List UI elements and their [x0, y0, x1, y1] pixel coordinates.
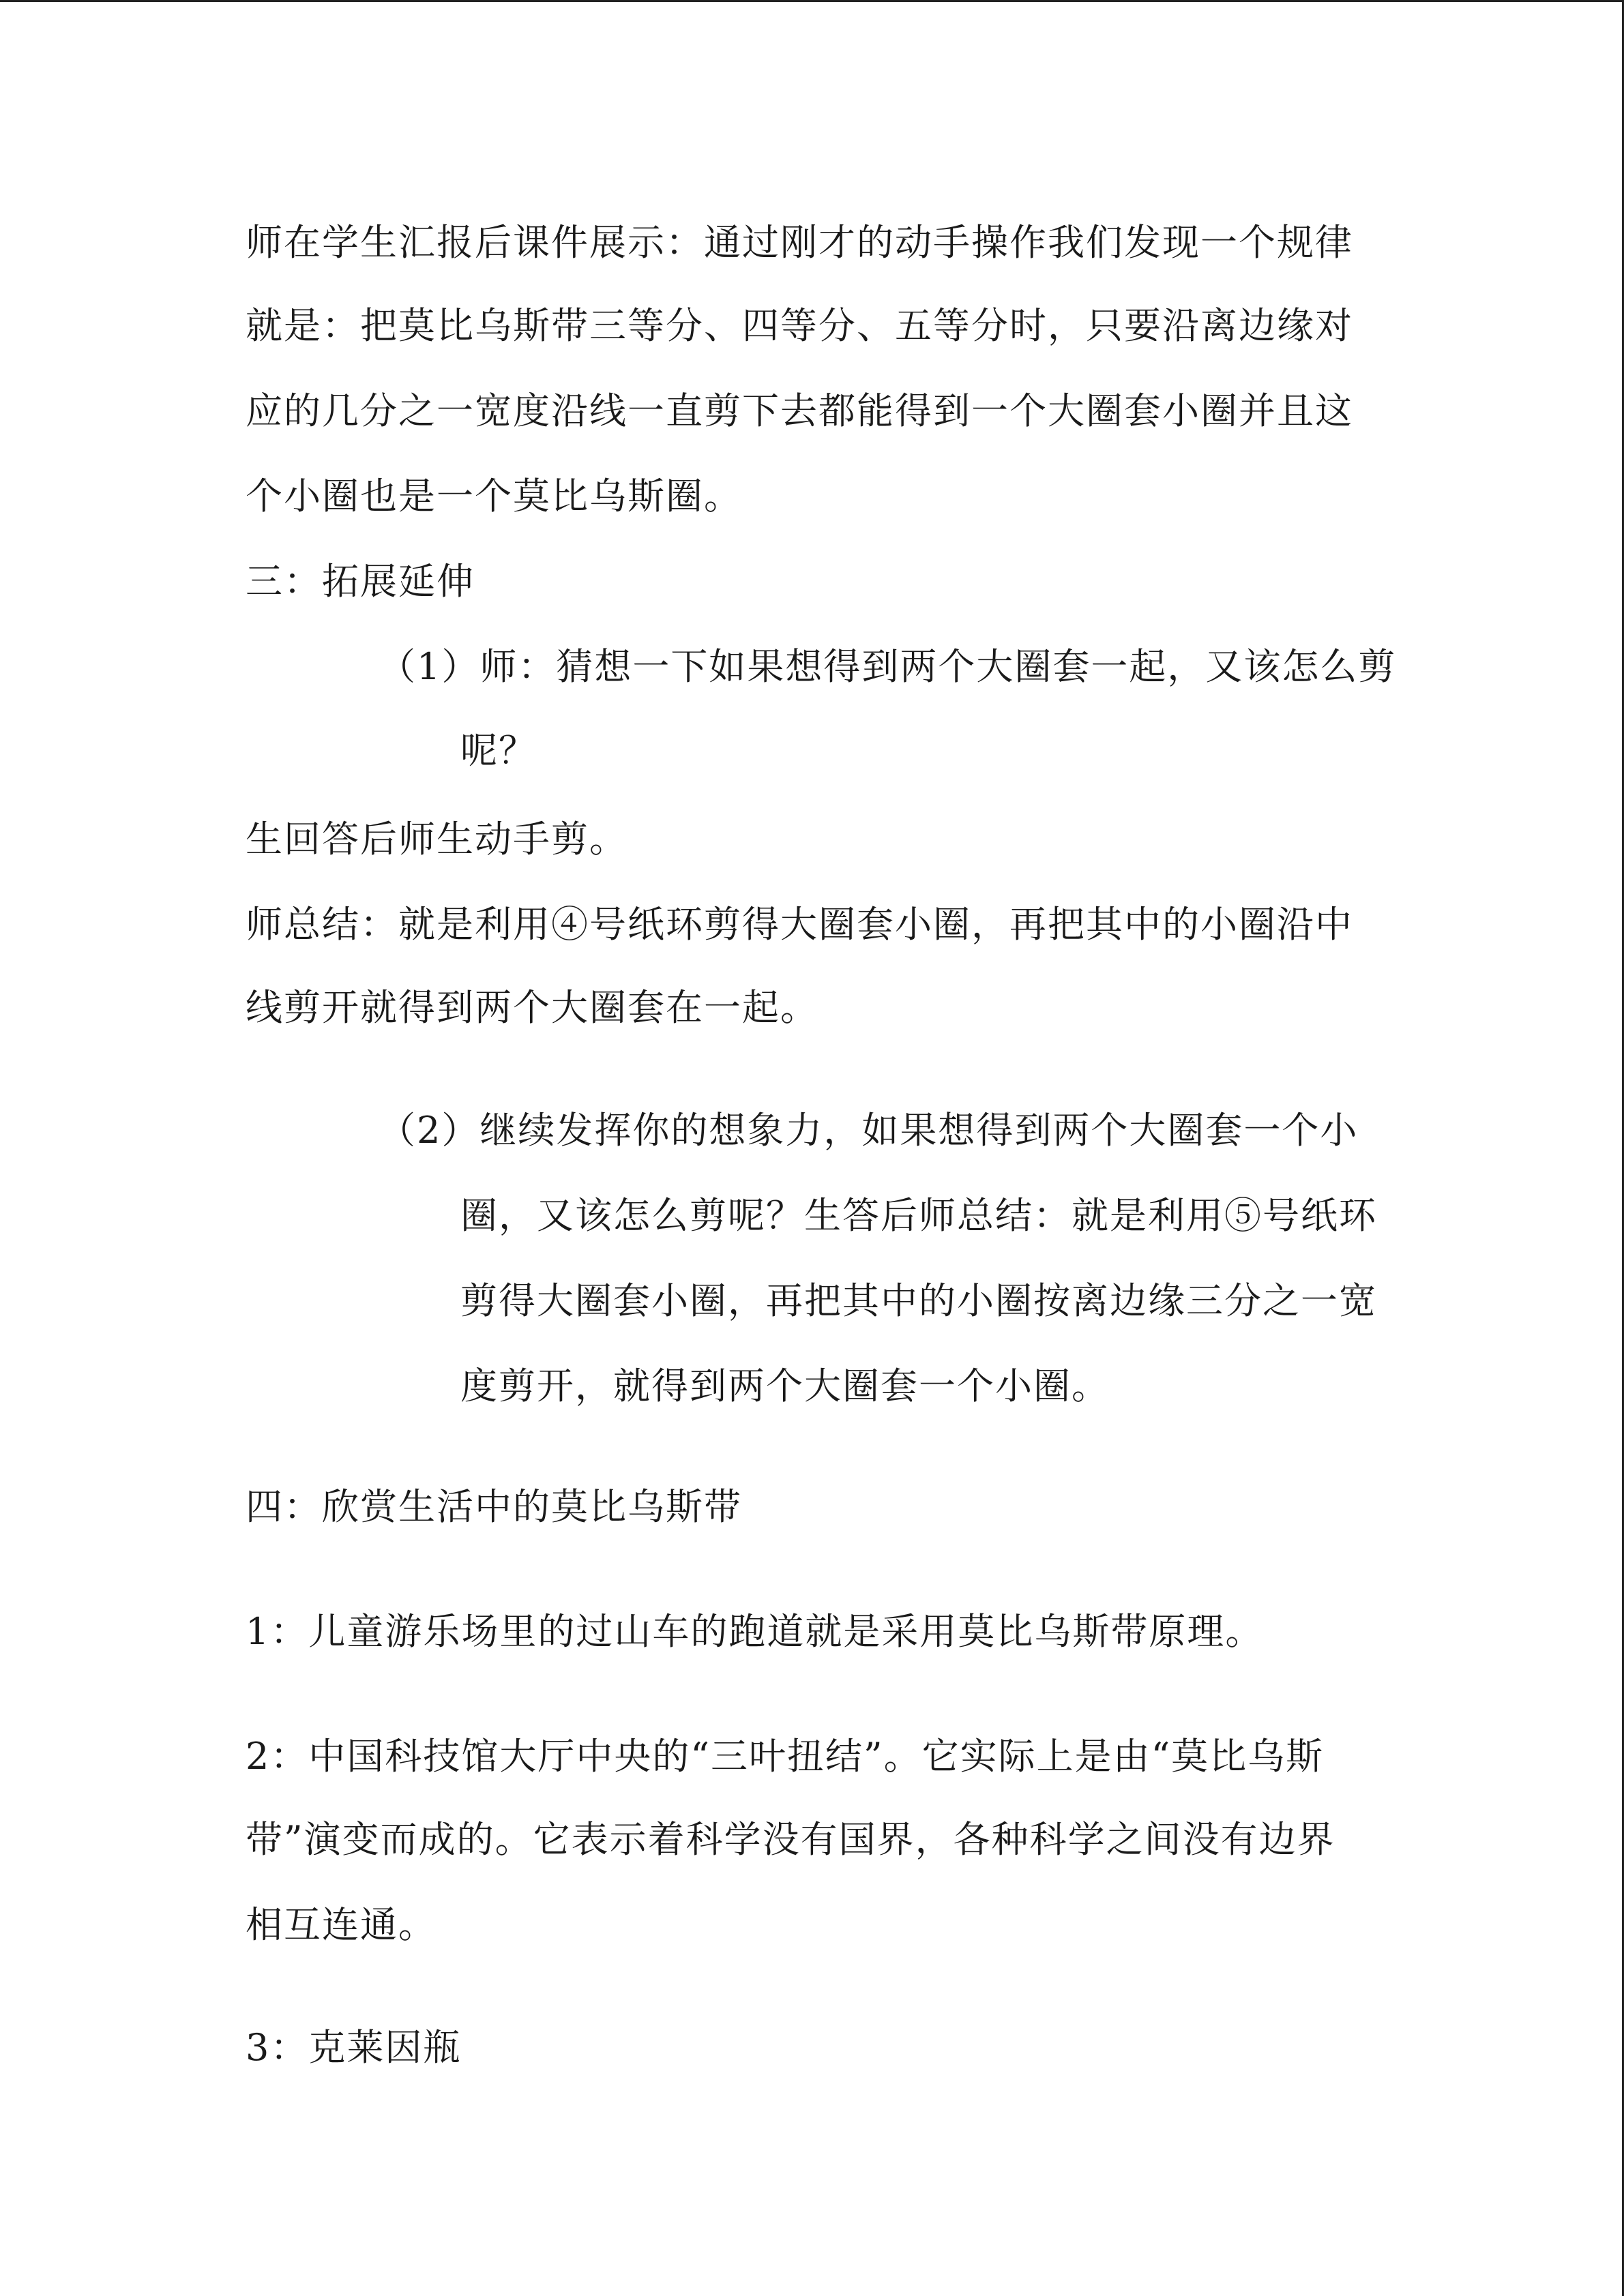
example-3: 3：克莱因瓶	[246, 2026, 462, 2069]
section-heading-3: 三：拓展延伸	[246, 560, 475, 603]
example-2-line-2: 带”演变而成的。它表示着科学没有国界，各种科学之间没有边界	[246, 1818, 1335, 1861]
item-1-line-1: （1）师：猜想一下如果想得到两个大圈套一起，又该怎么剪	[379, 645, 1397, 688]
section-heading-4: 四：欣赏生活中的莫比乌斯带	[246, 1485, 742, 1528]
item-2-line-4: 度剪开，就得到两个大圈套一个小圈。	[460, 1365, 1110, 1407]
example-2-line-3: 相互连通。	[246, 1903, 437, 1946]
item-2-line-1: （2）继续发挥你的想象力，如果想得到两个大圈套一个小	[379, 1109, 1359, 1152]
item-2-line-2: 圈，又该怎么剪呢？生答后师总结：就是利用⑤号纸环	[460, 1194, 1377, 1237]
item-1-line-2: 呢？	[460, 729, 537, 772]
item-2-line-3: 剪得大圈套小圈，再把其中的小圈按离边缘三分之一宽	[460, 1279, 1377, 1322]
paragraph-1-line-1: 师在学生汇报后课件展示：通过刚才的动手操作我们发现一个规律	[246, 221, 1353, 264]
example-2-line-1: 2：中国科技馆大厅中央的“三叶扭结”。它实际上是由“莫比乌斯	[246, 1735, 1325, 1778]
example-1: 1：儿童游乐场里的过山车的跑道就是采用莫比乌斯带原理。	[246, 1610, 1264, 1653]
paragraph-1-line-3: 应的几分之一宽度沿线一直剪下去都能得到一个大圈套小圈并且这	[246, 389, 1353, 432]
teacher-summary-line-1: 师总结：就是利用④号纸环剪得大圈套小圈，再把其中的小圈沿中	[246, 903, 1353, 946]
teacher-summary-line-2: 线剪开就得到两个大圈套在一起。	[246, 986, 818, 1029]
paragraph-students-answer: 生回答后师生动手剪。	[246, 818, 628, 861]
paragraph-1-line-2: 就是：把莫比乌斯带三等分、四等分、五等分时，只要沿离边缘对	[246, 304, 1353, 347]
paragraph-1-line-4: 个小圈也是一个莫比乌斯圈。	[246, 475, 742, 518]
